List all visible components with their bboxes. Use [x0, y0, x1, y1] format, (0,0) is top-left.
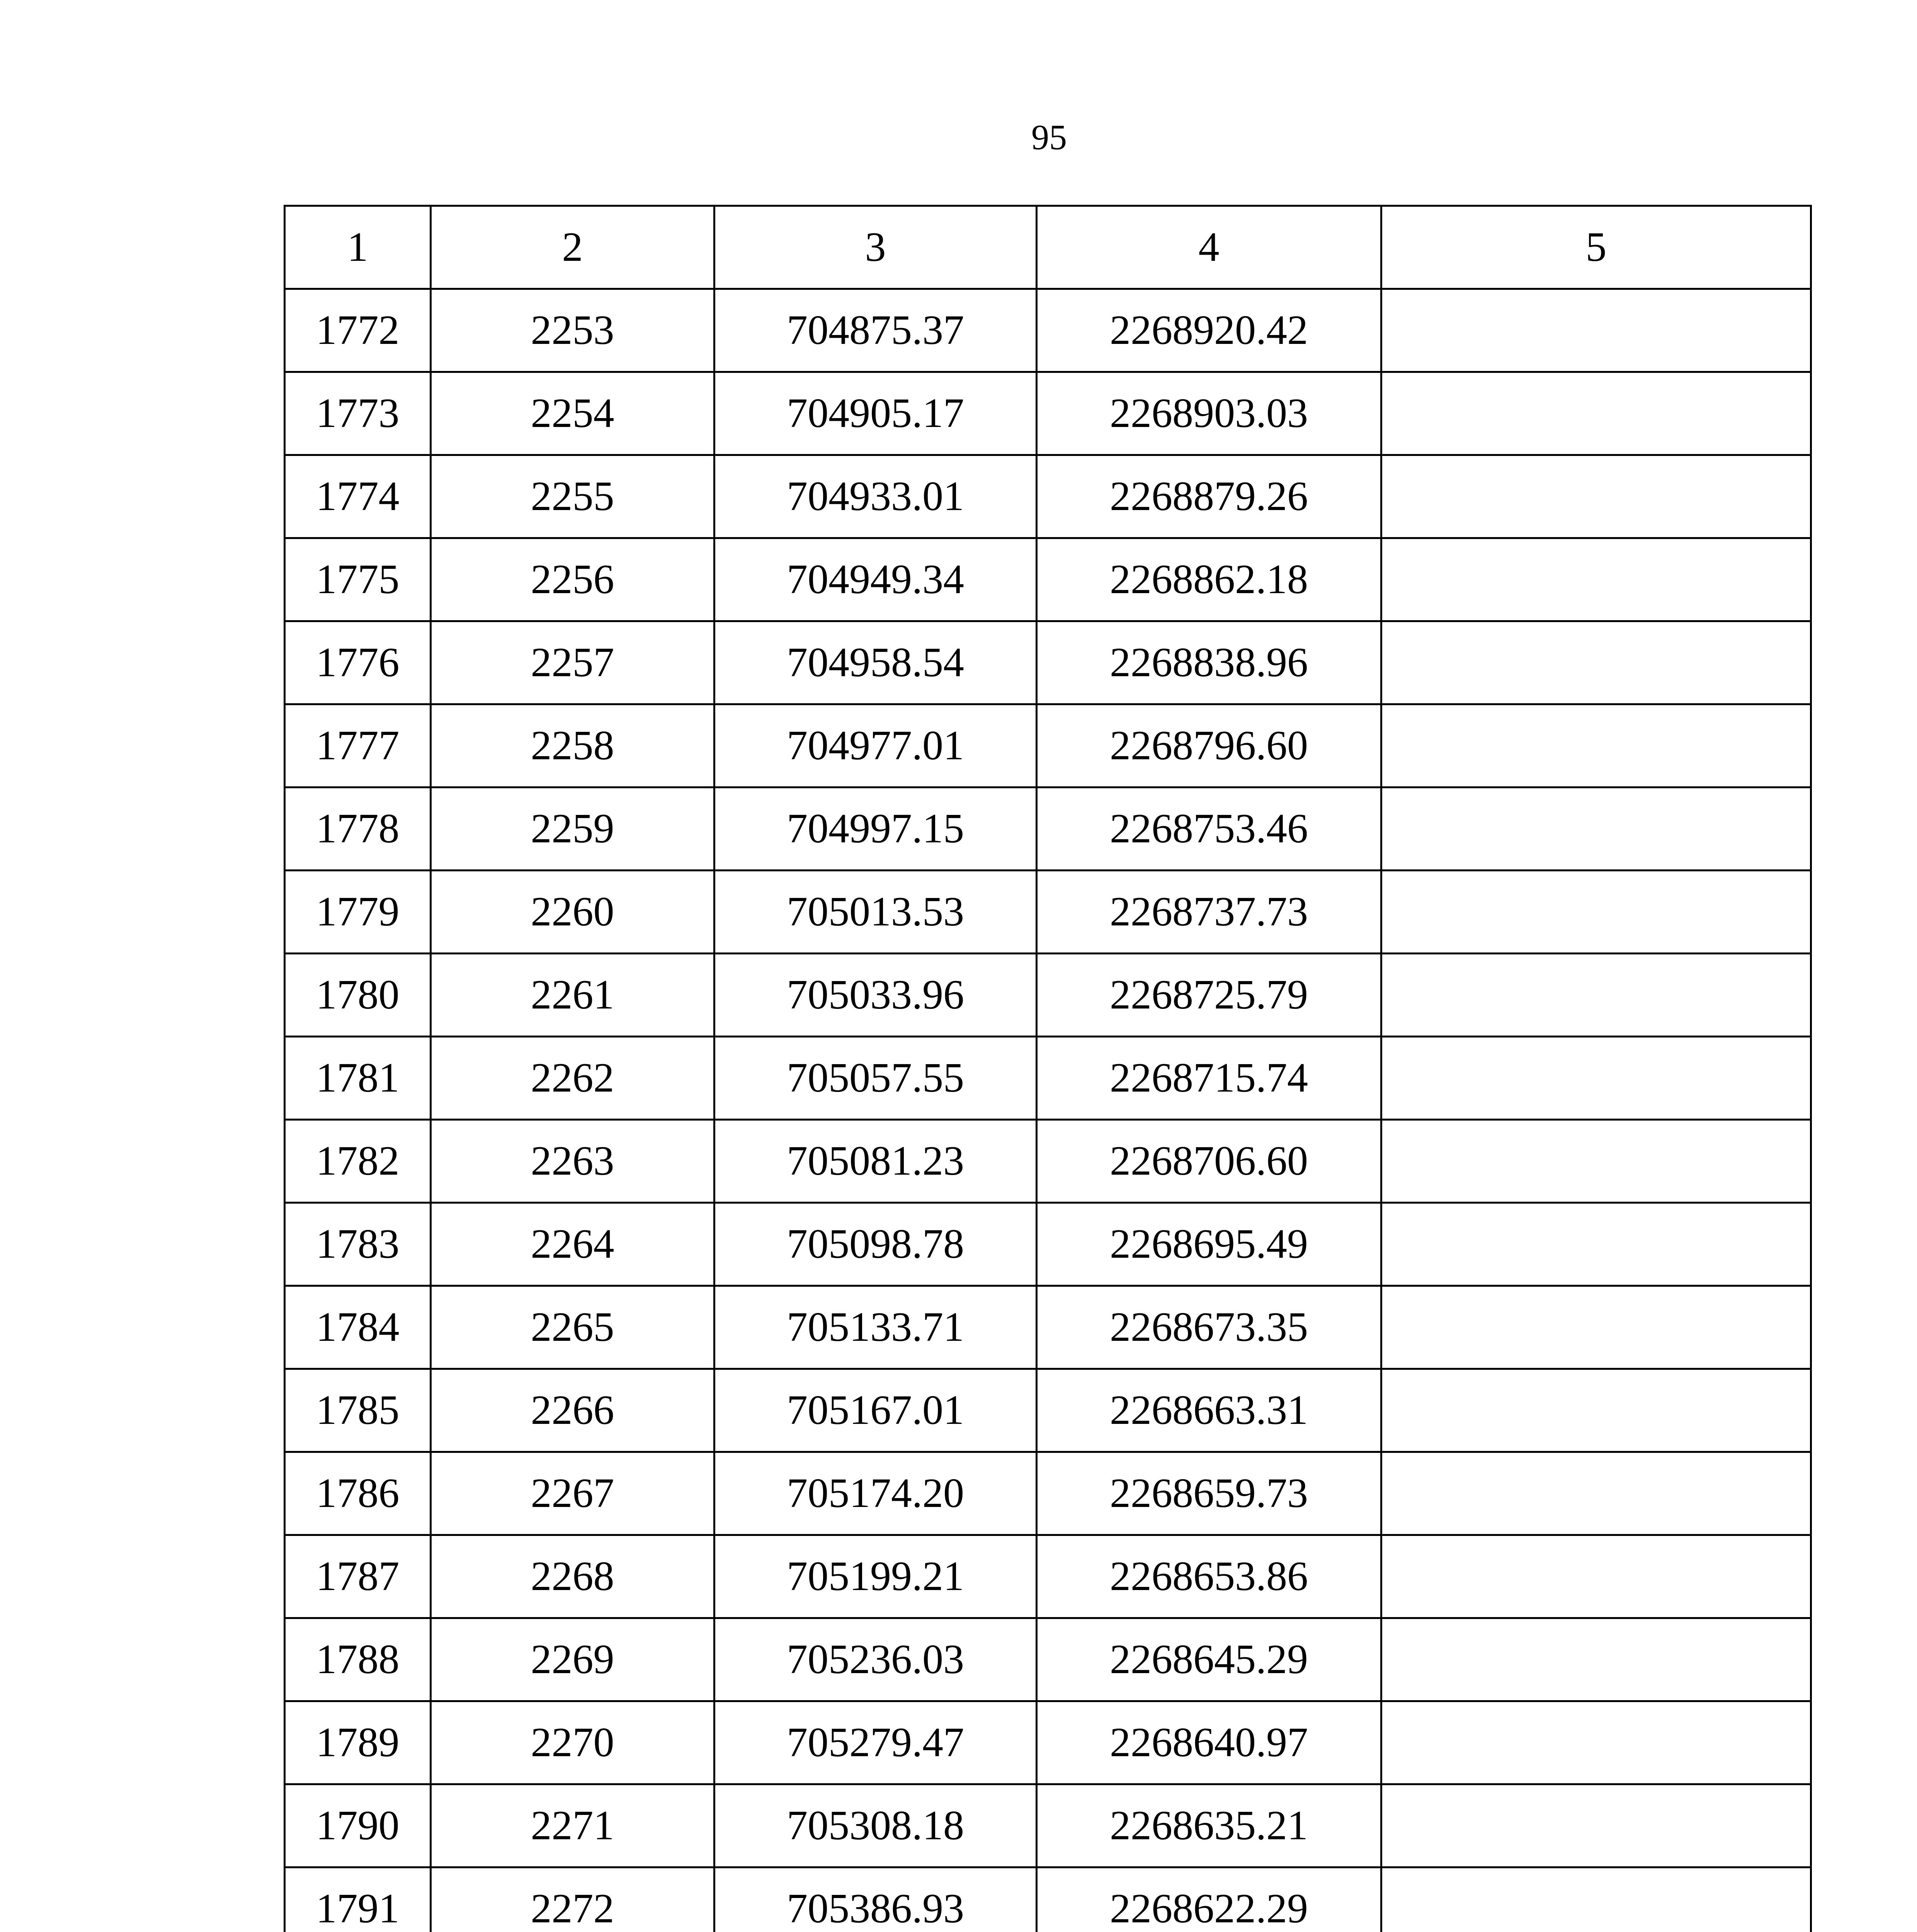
cell-col-2: 2254 — [431, 372, 714, 455]
cell-col-1: 1783 — [285, 1203, 431, 1286]
table-row — [285, 1369, 1811, 1452]
cell-col-2: 2258 — [431, 704, 714, 787]
cell-col-3: 705236.03 — [714, 1618, 1037, 1701]
table-row — [285, 787, 1811, 871]
cell-col-5 — [1381, 1535, 1811, 1618]
cell-col-2: 2261 — [431, 954, 714, 1037]
cell-col-1: 1782 — [285, 1120, 431, 1203]
cell-col-1: 1786 — [285, 1452, 431, 1535]
cell-col-1: 1772 — [285, 289, 431, 372]
cell-col-1: 1790 — [285, 1784, 431, 1867]
table-row — [285, 1203, 1811, 1286]
cell-col-5 — [1381, 1784, 1811, 1867]
cell-col-4: 2268635.21 — [1037, 1784, 1381, 1867]
cell-col-3: 704949.34 — [714, 538, 1037, 621]
cell-col-5 — [1381, 954, 1811, 1037]
table-row — [285, 289, 1811, 372]
cell-col-5 — [1381, 455, 1811, 538]
table-row — [285, 455, 1811, 538]
cell-col-2: 2253 — [431, 289, 714, 372]
table-row — [285, 1867, 1811, 1932]
cell-col-1: 1778 — [285, 787, 431, 871]
cell-col-1: 1777 — [285, 704, 431, 787]
cell-col-4: 2268920.42 — [1037, 289, 1381, 372]
cell-col-3: 705133.71 — [714, 1286, 1037, 1369]
cell-col-2: 2268 — [431, 1535, 714, 1618]
cell-col-3: 705033.96 — [714, 954, 1037, 1037]
cell-col-2: 2255 — [431, 455, 714, 538]
column-header-1: 1 — [285, 206, 431, 289]
cell-col-3: 705386.93 — [714, 1867, 1037, 1932]
cell-col-3: 704875.37 — [714, 289, 1037, 372]
cell-col-1: 1785 — [285, 1369, 431, 1452]
cell-col-1: 1789 — [285, 1701, 431, 1784]
cell-col-1: 1781 — [285, 1037, 431, 1120]
cell-col-5 — [1381, 787, 1811, 871]
cell-col-2: 2260 — [431, 871, 714, 954]
table-row — [285, 1784, 1811, 1867]
cell-col-1: 1788 — [285, 1618, 431, 1701]
cell-col-1: 1779 — [285, 871, 431, 954]
cell-col-4: 2268659.73 — [1037, 1452, 1381, 1535]
table-row — [285, 621, 1811, 704]
table-row — [285, 871, 1811, 954]
cell-col-3: 704997.15 — [714, 787, 1037, 871]
cell-col-3: 705174.20 — [714, 1452, 1037, 1535]
cell-col-5 — [1381, 538, 1811, 621]
cell-col-1: 1776 — [285, 621, 431, 704]
cell-col-5 — [1381, 871, 1811, 954]
cell-col-3: 704933.01 — [714, 455, 1037, 538]
cell-col-3: 705013.53 — [714, 871, 1037, 954]
cell-col-2: 2267 — [431, 1452, 714, 1535]
cell-col-3: 705167.01 — [714, 1369, 1037, 1452]
table-row — [285, 1037, 1811, 1120]
cell-col-4: 2268796.60 — [1037, 704, 1381, 787]
cell-col-5 — [1381, 621, 1811, 704]
cell-col-4: 2268663.31 — [1037, 1369, 1381, 1452]
cell-col-2: 2269 — [431, 1618, 714, 1701]
cell-col-1: 1787 — [285, 1535, 431, 1618]
cell-col-5 — [1381, 289, 1811, 372]
cell-col-1: 1791 — [285, 1867, 431, 1932]
table-row — [285, 704, 1811, 787]
cell-col-4: 2268753.46 — [1037, 787, 1381, 871]
cell-col-2: 2271 — [431, 1784, 714, 1867]
cell-col-4: 2268903.03 — [1037, 372, 1381, 455]
cell-col-5 — [1381, 1618, 1811, 1701]
cell-col-4: 2268640.97 — [1037, 1701, 1381, 1784]
cell-col-4: 2268695.49 — [1037, 1203, 1381, 1286]
cell-col-4: 2268879.26 — [1037, 455, 1381, 538]
cell-col-3: 704905.17 — [714, 372, 1037, 455]
cell-col-5 — [1381, 1037, 1811, 1120]
column-header-5: 5 — [1381, 206, 1811, 289]
cell-col-5 — [1381, 1867, 1811, 1932]
cell-col-3: 705081.23 — [714, 1120, 1037, 1203]
table-body — [285, 206, 1811, 1932]
cell-col-1: 1773 — [285, 372, 431, 455]
table-row — [285, 954, 1811, 1037]
cell-col-3: 705308.18 — [714, 1784, 1037, 1867]
column-header-4: 4 — [1037, 206, 1381, 289]
cell-col-4: 2268706.60 — [1037, 1120, 1381, 1203]
cell-col-1: 1784 — [285, 1286, 431, 1369]
cell-col-3: 704958.54 — [714, 621, 1037, 704]
cell-col-5 — [1381, 1452, 1811, 1535]
cell-col-2: 2270 — [431, 1701, 714, 1784]
cell-col-4: 2268725.79 — [1037, 954, 1381, 1037]
cell-col-4: 2268645.29 — [1037, 1618, 1381, 1701]
cell-col-5 — [1381, 1369, 1811, 1452]
cell-col-4: 2268715.74 — [1037, 1037, 1381, 1120]
cell-col-1: 1780 — [285, 954, 431, 1037]
table-row — [285, 538, 1811, 621]
cell-col-2: 2259 — [431, 787, 714, 871]
cell-col-5 — [1381, 1701, 1811, 1784]
cell-col-3: 704977.01 — [714, 704, 1037, 787]
cell-col-2: 2257 — [431, 621, 714, 704]
cell-col-4: 2268737.73 — [1037, 871, 1381, 954]
table-row — [285, 1535, 1811, 1618]
cell-col-5 — [1381, 1203, 1811, 1286]
table-row — [285, 1452, 1811, 1535]
coordinates-table — [284, 205, 1812, 1932]
cell-col-2: 2256 — [431, 538, 714, 621]
cell-col-5 — [1381, 704, 1811, 787]
cell-col-2: 2272 — [431, 1867, 714, 1932]
cell-col-4: 2268622.29 — [1037, 1867, 1381, 1932]
cell-col-2: 2263 — [431, 1120, 714, 1203]
cell-col-2: 2264 — [431, 1203, 714, 1286]
table-row — [285, 1701, 1811, 1784]
cell-col-1: 1774 — [285, 455, 431, 538]
table-row — [285, 1120, 1811, 1203]
cell-col-3: 705199.21 — [714, 1535, 1037, 1618]
cell-col-4: 2268653.86 — [1037, 1535, 1381, 1618]
table-row — [285, 1618, 1811, 1701]
column-header-3: 3 — [714, 206, 1037, 289]
cell-col-4: 2268838.96 — [1037, 621, 1381, 704]
cell-col-5 — [1381, 372, 1811, 455]
cell-col-2: 2266 — [431, 1369, 714, 1452]
table-row — [285, 1286, 1811, 1369]
cell-col-2: 2262 — [431, 1037, 714, 1120]
cell-col-4: 2268673.35 — [1037, 1286, 1381, 1369]
cell-col-3: 705098.78 — [714, 1203, 1037, 1286]
cell-col-3: 705057.55 — [714, 1037, 1037, 1120]
column-header-2: 2 — [431, 206, 714, 289]
table-header-row — [285, 206, 1811, 289]
table-row — [285, 372, 1811, 455]
cell-col-3: 705279.47 — [714, 1701, 1037, 1784]
cell-col-5 — [1381, 1120, 1811, 1203]
cell-col-2: 2265 — [431, 1286, 714, 1369]
cell-col-4: 2268862.18 — [1037, 538, 1381, 621]
cell-col-5 — [1381, 1286, 1811, 1369]
cell-col-1: 1775 — [285, 538, 431, 621]
page-number: 95 — [1031, 117, 1067, 157]
